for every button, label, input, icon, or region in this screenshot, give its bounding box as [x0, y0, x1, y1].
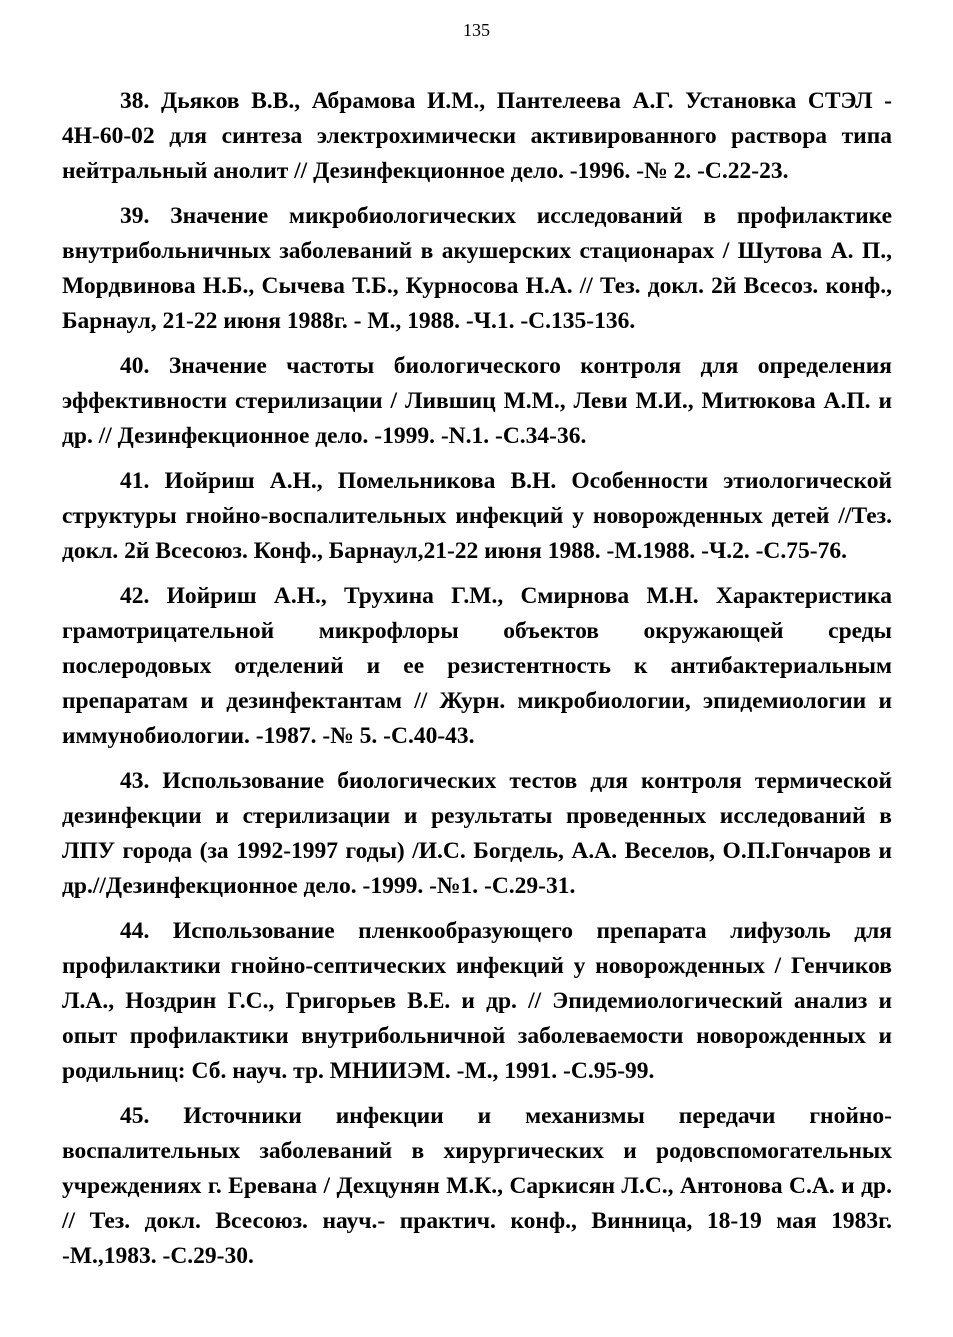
reference-item: 39. Значение микробиологических исследований в профилактике внутрибольничных заболеваний в акушерских стационарах / Шутова А. П., Мордвинова Н.Б., Сычева Т.Б., Курносова Н.А. // Тез. докл. 2й Всесоз. конф., Барнаул, 21-22 июня 1988г. - М., 1988. -Ч.1. -С.135-136. — [62, 203, 892, 334]
reference-item: 42. Иойриш А.Н., Трухина Г.М., Смирнова М.Н. Характеристика грамотрицательной микрофлоры объектов окружающей среды послеродовых отделений и ее резистентность к антибактериальным препаратам и дезинфектантам // Журн. микробиологии, эпидемиологии и иммунобиологии. -1987. -№ 5. -С.40-43. — [62, 583, 892, 749]
reference-item: 40. Значение частоты биологического контроля для определения эффективности стерилизации / Лившиц М.М., Леви М.И., Митюкова А.П. и др. // Дезинфекционное дело. -1999. -N.1. -С.34-36. — [62, 353, 892, 449]
reference-item: 44. Использование пленкообразующего препарата лифузоль для профилактики гнойно-септических инфекций у новорожденных / Генчиков Л.А., Ноздрин Г.С., Григорьев В.Е. и др. // Эпидемиологический анализ и опыт профилактики внутрибольничной заболеваемости новорожденных и родильниц: Сб. науч. тр. МНИИЭМ. -М., 1991. -С.95-99. — [62, 918, 892, 1084]
reference-item: 38. Дьяков В.В., Абрамова И.М., Пантелеева А.Г. Установка СТЭЛ - 4Н-60-02 для синтеза электрохимически активированного раствора типа нейтральный анолит // Дезинфекционное дело. -1996. -№ 2. -С.22-23. — [62, 88, 892, 184]
reference-item: 43. Использование биологических тестов для контроля термической дезинфекции и стерилизации и результаты проведенных исследований в ЛПУ города (за 1992-1997 годы) /И.С. Богдель, А.А. Веселов, О.П.Гончаров и др.//Дезинфекционное дело. -1999. -№1. -С.29-31. — [62, 768, 892, 899]
reference-item: 45. Источники инфекции и механизмы передачи гнойно-воспалительных заболеваний в хирургических и родовспомогательных учреждениях г. Еревана / Дехцунян М.К., Саркисян Л.С., Антонова С.А. и др. // Тез. докл. Всесоюз. науч.- практич. конф., Винница, 18-19 мая 1983г. -М.,1983. -С.29-30. — [62, 1103, 892, 1269]
page-number: 135 — [463, 20, 490, 40]
reference-item: 41. Иойриш А.Н., Помельникова В.Н. Особенности этиологической структуры гнойно-воспалительных инфекций у новорожденных детей //Тез. докл. 2й Всесоюз. Конф., Барнаул,21-22 июня 1988. -М.1988. -Ч.2. -С.75-76. — [62, 468, 892, 564]
reference-list — [62, 84, 892, 1284]
